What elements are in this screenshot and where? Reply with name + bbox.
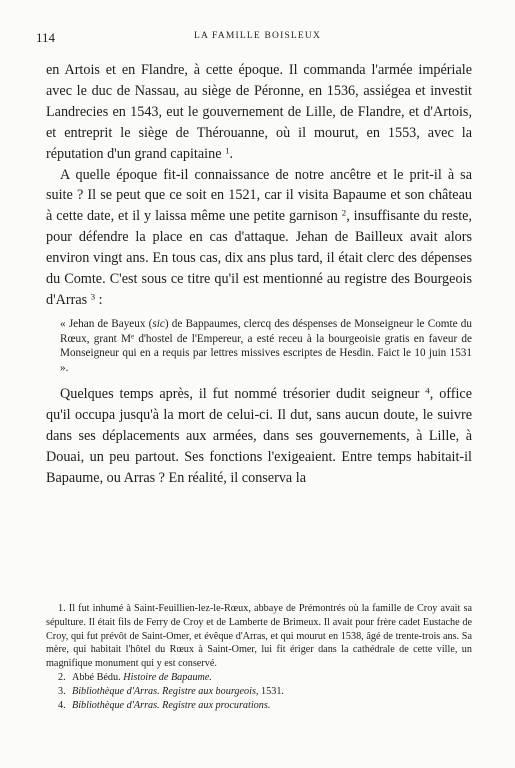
- page-number: 114: [36, 30, 56, 45]
- footnote-2-title: Histoire de Bapaume.: [123, 671, 212, 683]
- footnote-2-author: Abbé Bédu.: [72, 671, 124, 683]
- quote-sic: sic: [152, 317, 165, 330]
- footnote-2: [46, 671, 472, 685]
- running-head: LA FAMILLE BOISLEUX: [193, 31, 322, 41]
- footnotes: [46, 602, 472, 712]
- paragraph-2-text-cont: , insuffisante du reste, pour défendre la place en cas d'attaque. Jehan de Bailleux avait alors environ vingt ans. En tous cas, dix ans plus tard, il était clerc des dépenses du Comte. C'est sous ce titre qu'il est mentionné au registre des Bourgeois d'Arras: [46, 208, 473, 308]
- paragraph-2-end: :: [95, 291, 103, 308]
- footnote-ref-2[interactable]: 2: [341, 207, 347, 218]
- footnote-ref-1[interactable]: 1: [225, 145, 230, 156]
- quote-part-a: « Jehan de Bayeux (: [60, 317, 153, 330]
- quote-part-b: ) de Bappaumes, clercq des déspenses de Monseigneur le Comte du Rœux, grant M: [60, 317, 472, 345]
- footnote-ref-4[interactable]: 4: [425, 385, 430, 396]
- quote-superscript: e: [130, 332, 135, 341]
- paragraph-3: [46, 384, 472, 489]
- footnote-3-title: Bibliothèque d'Arras. Registre aux bourgeois,: [72, 685, 259, 697]
- main-text: [46, 60, 472, 489]
- footnote-4-title: Bibliothèque d'Arras. Registre aux procurations.: [72, 699, 271, 711]
- paragraph-1-text: en Artois et en Flandre, à cette époque. Il commanda l'armée impériale avec le duc de Nassau, au siège de Péronne, en 1536, assiégea et investit Landrecies en 1543, eut le gouvernement de Lille, de Flandre, et d'Artois, et entreprit le siège de Thérouanne, où il mourut, en 1553, avec la réputation d'un grand capitaine: [46, 62, 472, 162]
- register-quotation: [46, 317, 472, 376]
- page-header: [36, 30, 479, 46]
- paragraph-2-text: A quelle époque fit-il connaissance de notre ancêtre et le prit-il à sa suite ? Il se peut que ce soit en 1521, car il visita Bapaume et son château à cette date, et il y laissa même une petite garnison: [46, 166, 472, 225]
- footnote-3-year: 1531.: [258, 685, 284, 697]
- paragraph-1: [46, 60, 472, 165]
- footnote-1: 1. Il fut inhumé à Saint-Feuillien-lez-le-Rœux, abbaye de Prémontrés où la famille de Croy avait sa sépulture. Il était fils de Ferry de Croy et de Lamberte de Brimeux. Il avait pour frère cadet Eustache de Croy, qui fut prévôt de Saint-Omer, et évêque d'Arras, et qui mourut en 1538, âgé de trente-trois ans. Sa mère, qui habitait l'hôtel du Rœux à Saint-Omer, lui fit ériger dans la cathédrale de cette ville, un magnifique monument qui y est conservé.: [46, 603, 472, 670]
- footnote-4: [46, 699, 472, 713]
- footnote-3-number: 3.: [58, 685, 66, 697]
- paragraph-3-text: Quelques temps après, il fut nommé trésorier dudit seigneur: [60, 386, 420, 403]
- paragraph-1-end: .: [229, 145, 234, 162]
- footnote-3: [46, 685, 472, 699]
- footnote-4-number: 4.: [58, 699, 66, 711]
- footnote-2-number: 2.: [58, 671, 66, 683]
- footnote-ref-3[interactable]: 3: [90, 291, 96, 302]
- quote-part-c: d'hostel de l'Empereur, a esté receu à la bourgeoisie gratis en faveur de Monseigneur qui en a requis par lettres missives escriptes de Hesdin. Faict le 10 juin 1531 ».: [60, 332, 472, 375]
- paragraph-3-text-cont: , office qu'il occupa jusqu'à la mort de celui-ci. Il dut, sans aucun doute, le suivre dans ses déplacements aux armées, dans ses gouvernements, à Lille, à Douai, un peu partout. Ses fonctions l'exigeaient. Entre temps habitait-il Bapaume, ou Arras ? En réalité, il conserva la: [46, 386, 473, 486]
- paragraph-2: [46, 165, 472, 311]
